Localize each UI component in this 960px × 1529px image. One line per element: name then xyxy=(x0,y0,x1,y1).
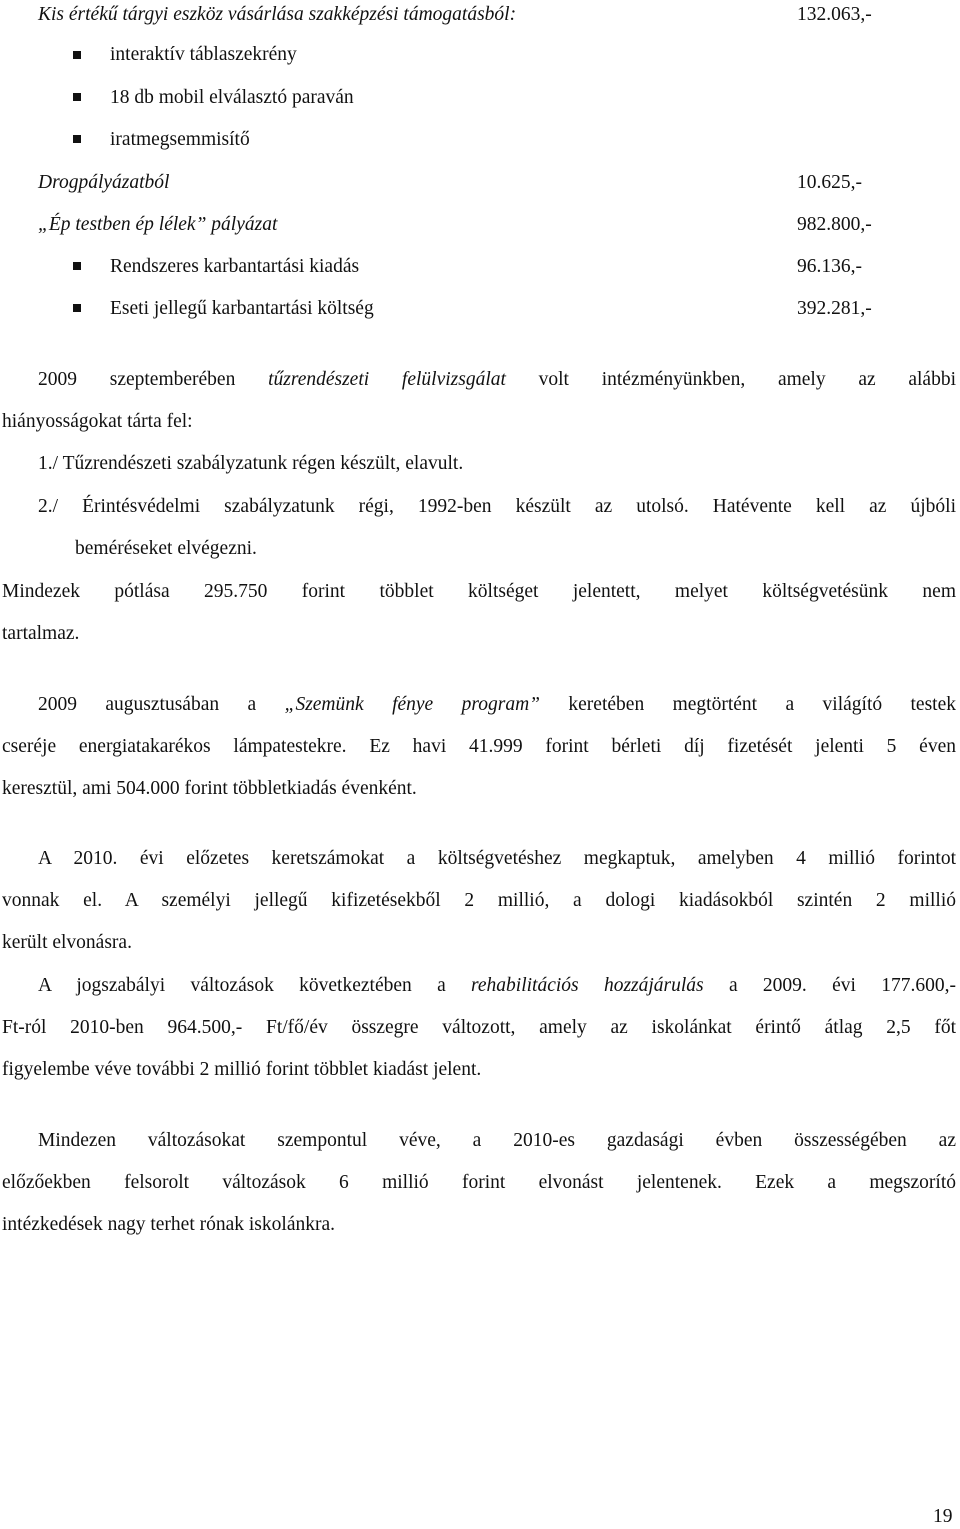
budget-header-label: Kis értékű tárgyi eszköz vásárlása szakképzési támogatásból: xyxy=(38,4,517,25)
conclusion-line3: intézkedések nagy terhet rónak iskolánkra. xyxy=(2,1214,335,1235)
fire-summary-line1: Mindezek pótlása 295.750 forint többlet költséget jelentett, melyet költségvetésünk nem xyxy=(2,581,956,602)
fire-intro-line1: 2009 szeptemberében tűzrendészeti felülvizsgálat volt intézményünkben, amely az alábbi xyxy=(38,369,957,390)
page-number: 19 xyxy=(933,1506,953,1527)
budget-item: interaktív táblaszekrény xyxy=(110,44,297,65)
lamps-line1: 2009 augusztusában a „Szemünk fénye program” keretében megtörtént a világító testek xyxy=(38,694,956,715)
conclusion-line1: Mindezen változásokat szempontul véve, a 2010-es gazdasági évben összességében az xyxy=(38,1130,956,1151)
conclusion-line2: előzőekben felsorolt változások 6 millió forint elvonást jelentenek. Ezek a megszorító xyxy=(2,1172,956,1193)
ep-label: „Ép testben ép lélek” pályázat xyxy=(38,214,278,235)
budget-header-amount: 132.063,- xyxy=(797,4,872,25)
fire-item-2-line2: beméréseket elvégezni. xyxy=(75,538,257,559)
fire-summary-line2: tartalmaz. xyxy=(2,623,80,644)
rehab-line1: A jogszabályi változások következtében a rehabilitációs hozzájárulás a 2009. évi 177.600,- xyxy=(38,975,956,996)
lamps-line2: cseréje energiatakarékos lámpatestekre. Ez havi 41.999 forint bérleti díj fizetését jelenti 5 éven xyxy=(2,736,956,757)
drog-label: Drogpályázatból xyxy=(38,172,170,193)
frame-line1: A 2010. évi előzetes keretszámokat a költségvetéshez megkaptuk, amelyben 4 millió forintot xyxy=(38,848,956,869)
rehab-line2: Ft-ról 2010-ben 964.500,- Ft/fő/év összegre változott, amely az iskolánkat érintő átlag 2,5 főt xyxy=(2,1017,956,1038)
bullet-icon xyxy=(73,304,81,312)
ep-item-label: Eseti jellegű karbantartási költség xyxy=(110,298,374,319)
bullet-icon xyxy=(73,262,81,270)
fire-intro-line2: hiányosságokat tárta fel: xyxy=(2,411,193,432)
rehab-line3: figyelembe véve további 2 millió forint többlet kiadást jelent. xyxy=(2,1059,482,1080)
fire-item-1: 1./ Tűzrendészeti szabályzatunk régen készült, elavult. xyxy=(38,453,464,474)
ep-amount: 982.800,- xyxy=(797,214,872,235)
fire-item-2-line1: 2./ Érintésvédelmi szabályzatunk régi, 1992-ben készült az utolsó. Hatévente kell az újbóli xyxy=(38,496,956,517)
bullet-icon xyxy=(73,135,81,143)
frame-line2: vonnak el. A személyi jellegű kifizetésekből 2 millió, a dologi kiadásokból szintén 2 millió xyxy=(2,890,956,911)
ep-item-amount: 392.281,- xyxy=(797,298,872,319)
drog-amount: 10.625,- xyxy=(797,172,862,193)
budget-item: iratmegsemmisítő xyxy=(110,129,250,150)
bullet-icon xyxy=(73,51,81,59)
frame-line3: került elvonásra. xyxy=(2,932,132,953)
ep-item-label: Rendszeres karbantartási kiadás xyxy=(110,256,360,277)
bullet-icon xyxy=(73,93,81,101)
budget-item: 18 db mobil elválasztó paraván xyxy=(110,87,354,108)
lamps-line3: keresztül, ami 504.000 forint többletkiadás évenként. xyxy=(2,778,417,799)
ep-item-amount: 96.136,- xyxy=(797,256,862,277)
